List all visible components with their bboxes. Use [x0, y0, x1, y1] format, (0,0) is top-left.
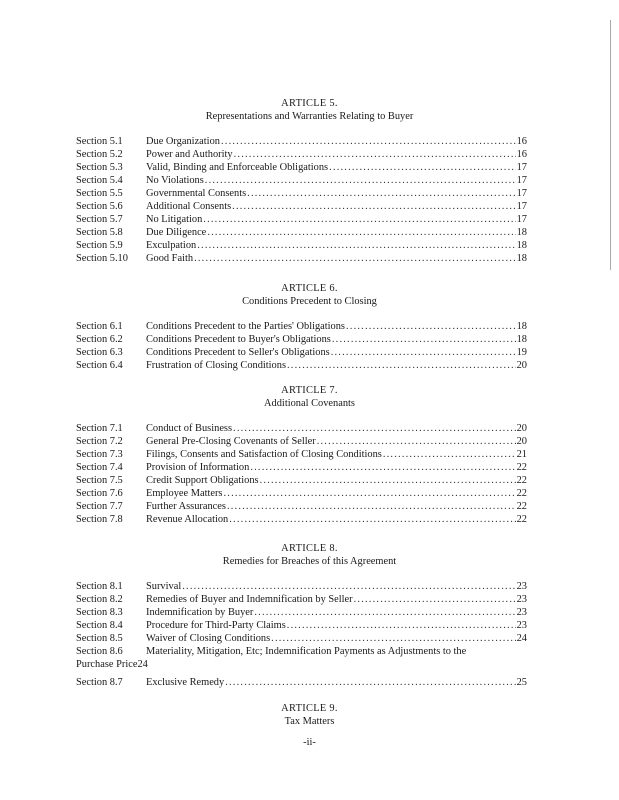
section-number: Section 6.2	[76, 334, 123, 345]
section-number: Section 7.7	[76, 501, 123, 512]
section-title: Procedure for Third-Party Claims	[146, 620, 286, 631]
page-number: 19	[516, 347, 527, 358]
section-title: Exculpation	[146, 240, 197, 251]
section-number: Section 5.4	[76, 175, 123, 186]
section-title: No Violations	[146, 175, 204, 186]
section-number: Section 5.2	[76, 149, 123, 160]
section-number: Section 5.8	[76, 227, 123, 238]
section-number: Section 5.6	[76, 201, 123, 212]
page-number: 18	[516, 227, 527, 238]
section-title: Conditions Precedent to the Parties' Obligations	[146, 321, 345, 332]
section-number: Section 8.5	[76, 633, 123, 644]
page-number: 20	[516, 436, 527, 447]
section-title: Filings, Consents and Satisfaction of Closing Conditions	[146, 449, 382, 460]
section-number: Section 5.7	[76, 214, 123, 225]
section-number: Section 8.3	[76, 607, 123, 618]
dot-leader	[287, 619, 516, 632]
page-number: 23	[516, 620, 527, 631]
dot-leader	[225, 676, 515, 689]
section-title: Due Diligence	[146, 227, 207, 238]
toc-entry[interactable]	[76, 333, 527, 346]
section-number: Section 5.10	[76, 253, 128, 264]
section-number: Section 7.3	[76, 449, 123, 460]
toc-entry[interactable]	[76, 448, 527, 461]
article-heading	[0, 702, 619, 728]
section-number: Section 7.4	[76, 462, 123, 473]
section-title: General Pre-Closing Covenants of Seller	[146, 436, 316, 447]
section-number: Section 8.2	[76, 594, 123, 605]
page-number: 17	[516, 175, 527, 186]
article-title: Additional Covenants	[264, 398, 355, 409]
article-number: ARTICLE 5.	[281, 98, 338, 109]
section-title: Revenue Allocation	[146, 514, 229, 525]
page-number: 18	[516, 334, 527, 345]
dot-leader	[247, 187, 515, 200]
dot-leader	[182, 580, 515, 593]
toc-entry[interactable]	[76, 359, 527, 372]
dot-leader	[227, 500, 516, 513]
article-heading	[0, 97, 619, 123]
dot-leader	[234, 148, 516, 161]
page-number: 20	[516, 360, 527, 371]
dot-leader	[250, 461, 515, 474]
article-heading	[0, 282, 619, 308]
dot-leader	[232, 200, 515, 213]
section-number: Section 5.9	[76, 240, 123, 251]
article-number: ARTICLE 8.	[281, 543, 338, 554]
toc-entry[interactable]	[76, 187, 527, 200]
toc-entry[interactable]	[76, 422, 527, 435]
section-number: Section 7.6	[76, 488, 123, 499]
toc-entry[interactable]	[76, 161, 527, 174]
dot-leader	[331, 346, 516, 359]
section-number: Section 7.8	[76, 514, 123, 525]
toc-entry[interactable]	[76, 135, 527, 148]
dot-leader	[260, 474, 516, 487]
section-number: Section 7.5	[76, 475, 123, 486]
page-number: 18	[516, 240, 527, 251]
dot-leader	[346, 320, 516, 333]
dot-leader	[207, 226, 515, 239]
toc-entry[interactable]	[76, 252, 527, 265]
toc-entry[interactable]	[76, 580, 527, 593]
section-title: Conduct of Business	[146, 423, 233, 434]
dot-leader	[194, 252, 516, 265]
page-number: 24	[516, 633, 527, 644]
section-number: Section 5.3	[76, 162, 123, 173]
article-heading	[0, 384, 619, 410]
section-number: Section 6.1	[76, 321, 123, 332]
page-number: 18	[516, 253, 527, 264]
section-title: Frustration of Closing Conditions	[146, 360, 286, 371]
section-number: Section 8.6	[76, 646, 123, 657]
page-number: 25	[516, 677, 527, 688]
toc-entry-wrapped[interactable]	[76, 645, 527, 671]
dot-leader	[203, 213, 515, 226]
dot-leader	[271, 632, 515, 645]
article-number: ARTICLE 7.	[281, 385, 338, 396]
toc-entry[interactable]	[76, 619, 527, 632]
section-title: Indemnification by Buyer	[146, 607, 254, 618]
section-title: Additional Consents	[146, 201, 232, 212]
page-number: 23	[516, 607, 527, 618]
toc-entry[interactable]	[76, 320, 527, 333]
toc-entry[interactable]	[76, 474, 527, 487]
dot-leader	[254, 606, 515, 619]
page-number: 17	[516, 188, 527, 199]
section-title: Remedies of Buyer and Indemnification by Seller	[146, 594, 353, 605]
toc-entry[interactable]	[76, 606, 527, 619]
section-number: Section 7.1	[76, 423, 123, 434]
toc-entry[interactable]	[76, 346, 527, 359]
section-title: Provision of Information	[146, 462, 250, 473]
section-number: Section 6.4	[76, 360, 123, 371]
page-number: 17	[516, 162, 527, 173]
section-title: Conditions Precedent to Seller's Obligations	[146, 347, 330, 358]
section-number: Section 8.4	[76, 620, 123, 631]
section-title: Survival	[146, 581, 182, 592]
section-number: Section 8.1	[76, 581, 123, 592]
dot-leader	[287, 359, 516, 372]
section-number: Section 7.2	[76, 436, 123, 447]
section-title: No Litigation	[146, 214, 203, 225]
section-number: Section 5.5	[76, 188, 123, 199]
dot-leader	[229, 513, 515, 526]
section-title-line-1: Materiality, Mitigation, Etc; Indemnification Payments as Adjustments to the	[146, 646, 467, 657]
section-title: Credit Support Obligations	[146, 475, 259, 486]
toc-entry[interactable]	[76, 461, 527, 474]
toc-entry[interactable]	[76, 174, 527, 187]
toc-entry[interactable]	[76, 435, 527, 448]
page-number: 21	[516, 449, 527, 460]
section-title: Further Assurances	[146, 501, 226, 512]
toc-entry[interactable]	[76, 226, 527, 239]
section-title: Conditions Precedent to Buyer's Obligations	[146, 334, 331, 345]
page-number: 23	[516, 581, 527, 592]
dot-leader	[317, 435, 516, 448]
page-number: 18	[516, 321, 527, 332]
article-title: Conditions Precedent to Closing	[242, 296, 377, 307]
section-title: Exclusive Remedy	[146, 677, 225, 688]
section-title: Waiver of Closing Conditions	[146, 633, 271, 644]
dot-leader	[197, 239, 515, 252]
toc-entry[interactable]	[76, 487, 527, 500]
article-number: ARTICLE 6.	[281, 283, 338, 294]
page-footer-number: -ii-	[303, 737, 316, 748]
page-number: 17	[516, 214, 527, 225]
page-number: 22	[516, 514, 527, 525]
toc-entry[interactable]	[76, 500, 527, 513]
toc-entry[interactable]	[76, 593, 527, 606]
page-number: 22	[516, 475, 527, 486]
page-number: 16	[516, 136, 527, 147]
section-number: Section 5.1	[76, 136, 123, 147]
dot-leader	[354, 593, 516, 606]
toc-entry[interactable]	[76, 513, 527, 526]
section-number: Section 6.3	[76, 347, 123, 358]
dot-leader	[205, 174, 516, 187]
article-heading	[0, 542, 619, 568]
section-title: Good Faith	[146, 253, 194, 264]
page-number: 22	[516, 501, 527, 512]
section-title: Governmental Consents	[146, 188, 247, 199]
page-number: 23	[516, 594, 527, 605]
page-number: 22	[516, 488, 527, 499]
toc-entry[interactable]	[76, 239, 527, 252]
section-title: Employee Matters	[146, 488, 223, 499]
dot-leader	[332, 333, 516, 346]
page-number: 16	[516, 149, 527, 160]
scan-margin-mark	[610, 20, 611, 270]
article-number: ARTICLE 9.	[281, 703, 338, 714]
article-title: Tax Matters	[284, 716, 335, 727]
toc-entry[interactable]	[76, 148, 527, 161]
section-title-line-2: Purchase Price	[76, 659, 138, 670]
toc-entry[interactable]	[76, 676, 527, 689]
dot-leader	[223, 487, 515, 500]
section-number: Section 8.7	[76, 677, 123, 688]
toc-entry[interactable]	[76, 632, 527, 645]
page-number: 22	[516, 462, 527, 473]
toc-entry[interactable]	[76, 200, 527, 213]
dot-leader	[383, 448, 516, 461]
dot-leader	[233, 422, 516, 435]
toc-entry[interactable]	[76, 213, 527, 226]
page-number: 24	[137, 659, 148, 670]
dot-leader	[221, 135, 516, 148]
dot-leader	[329, 161, 516, 174]
page-number: 17	[516, 201, 527, 212]
section-title: Power and Authority	[146, 149, 233, 160]
article-title: Representations and Warranties Relating to Buyer	[205, 111, 414, 122]
section-title: Due Organization	[146, 136, 220, 147]
page-number: 20	[516, 423, 527, 434]
article-title: Remedies for Breaches of this Agreement	[222, 556, 397, 567]
section-title: Valid, Binding and Enforceable Obligations	[146, 162, 329, 173]
